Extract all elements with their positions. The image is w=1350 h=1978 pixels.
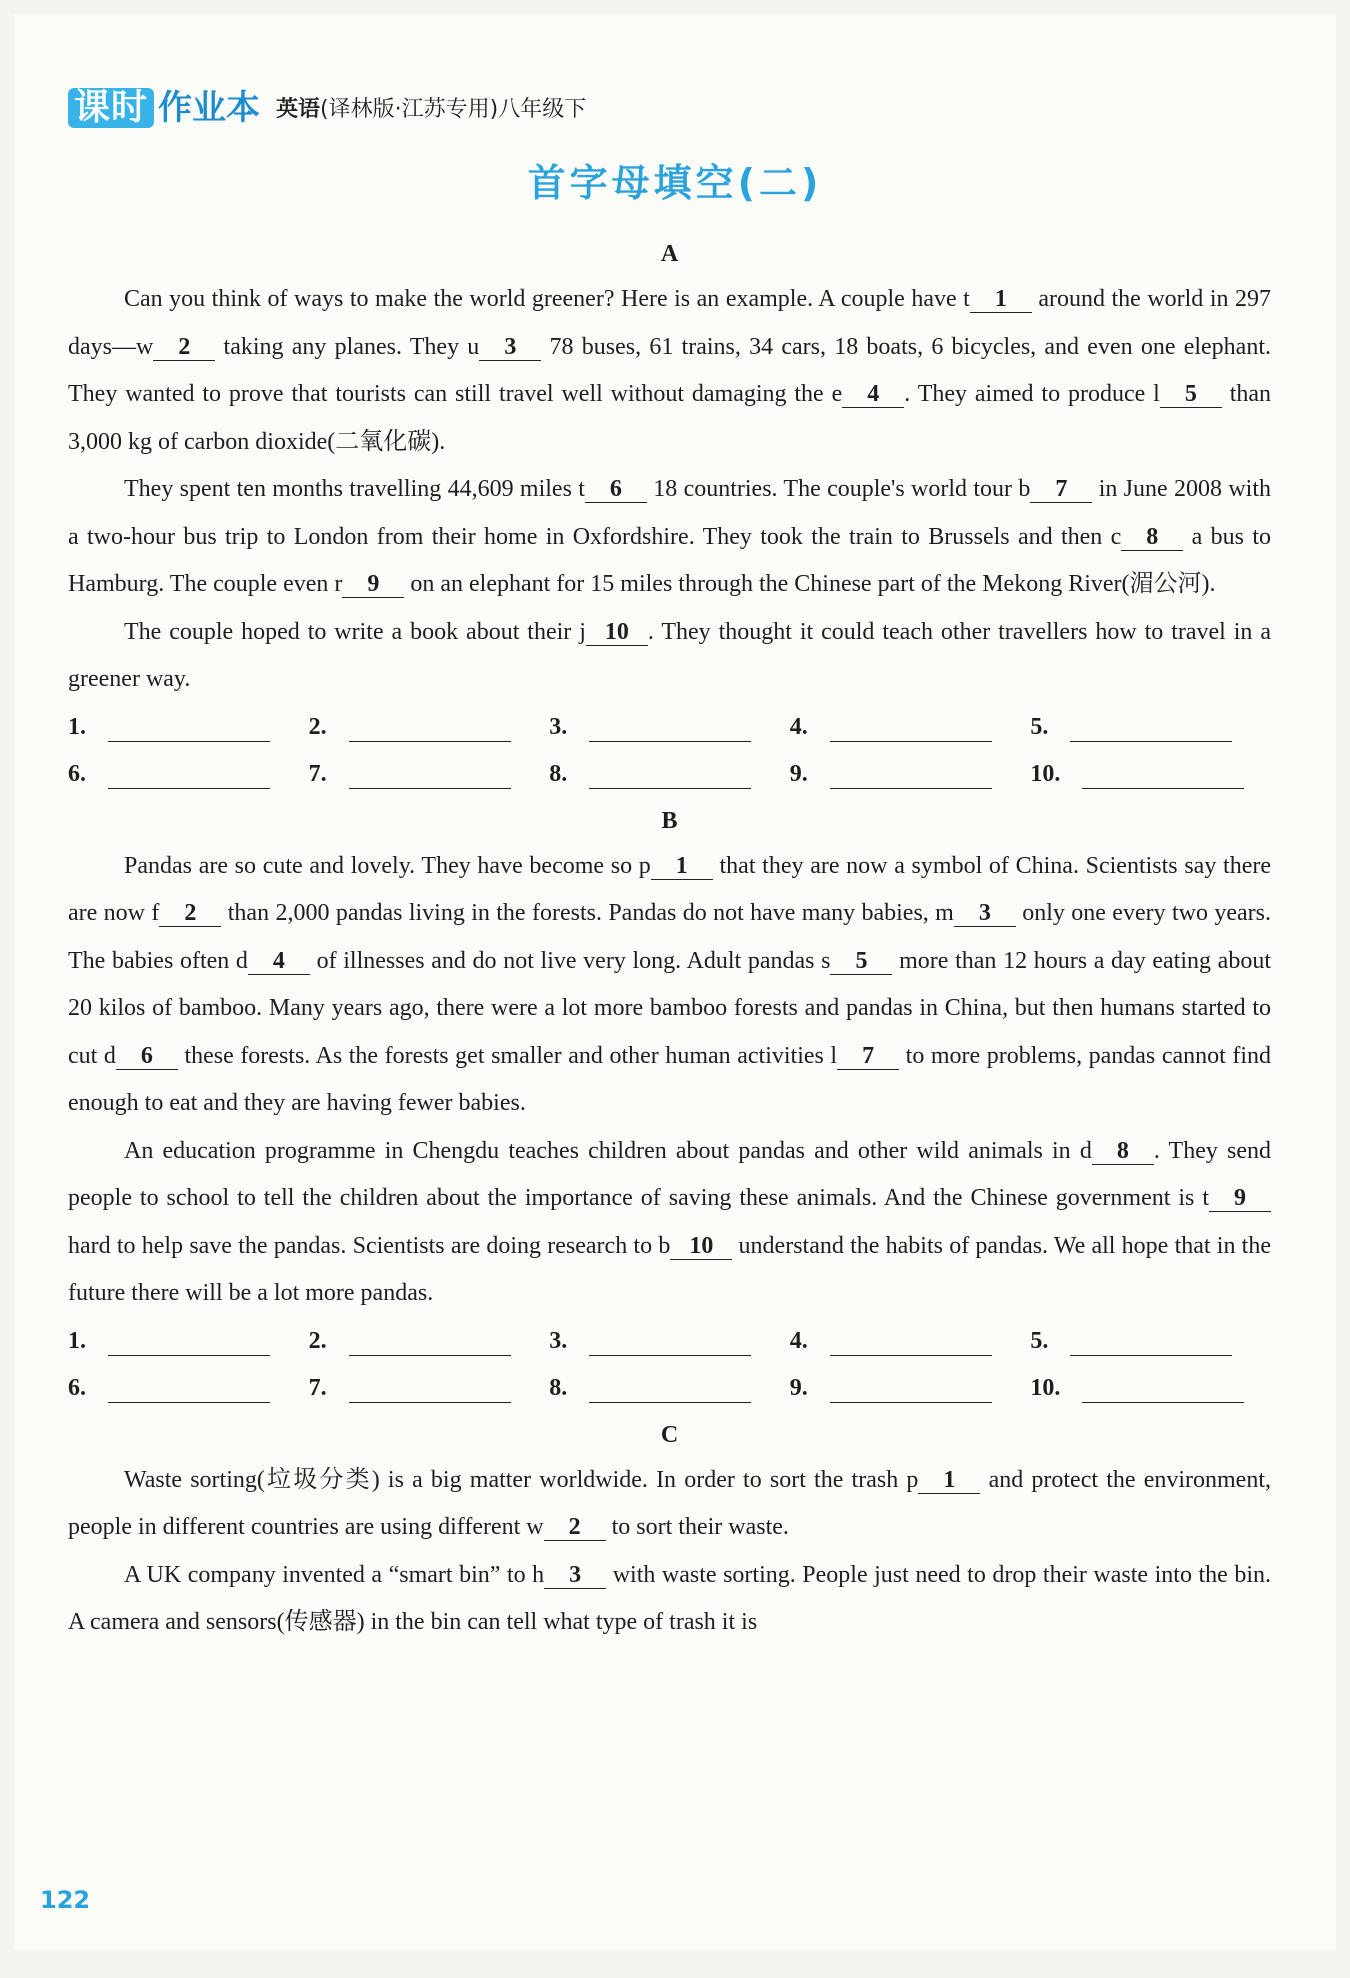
text: An education programme in Chengdu teaches children about pandas and other wild animals in d [124,1137,1092,1164]
answer-line[interactable] [1070,1327,1232,1356]
text: only one every two years. The babies often d [68,900,1271,974]
answer-line[interactable] [108,760,270,789]
answer-slot[interactable] [1030,713,1271,742]
text: more than 12 hours a day eating about 20 kilos of bamboo. Many years ago, there were a lot more bamboo forests and pandas in China, but then humans started to cut d [68,947,1271,1069]
text: and protect the environment, people in different countries are using different w [68,1466,1271,1540]
answer-slot[interactable] [309,760,550,789]
answer-slot[interactable] [549,1374,790,1403]
text: Can you think of ways to make the world greener? Here is an example. A couple have t [124,286,970,312]
answer-line[interactable] [349,1374,511,1403]
answer-line[interactable] [589,1374,751,1403]
text: taking any planes. They u [215,333,480,360]
section-a-paragraph-1 [68,276,1271,466]
text: . They send people to school to tell the children about the importance of saving these animals. And the Chinese government is t [68,1137,1271,1211]
answer-line[interactable] [1070,713,1232,742]
section-a-paragraph-2 [68,466,1271,609]
answer-line[interactable] [589,760,751,789]
text: Pandas are so cute and lovely. They have become so p [124,852,651,879]
answer-number: 5. [1030,1327,1049,1354]
text: They spent ten months travelling 44,609 miles t [124,476,585,502]
answer-number: 2. [308,713,327,740]
blank-b-1[interactable]: 1 [651,853,713,880]
text: to more problems, pandas cannot find enough to eat and they are having fewer babies. [68,1042,1272,1116]
section-b-paragraph-1 [68,843,1271,1128]
page-title: 首字母填空(二) [527,161,823,205]
text: around the world in 297 days—w [68,286,1272,360]
text: a bus to Hamburg. The couple even r [68,523,1271,597]
subject-name: 英语 [276,97,321,122]
answer-line[interactable] [108,713,270,742]
answer-line[interactable] [349,760,511,789]
answer-slot[interactable] [549,760,790,789]
answer-slot[interactable] [790,713,1031,742]
section-c-paragraph-1 [68,1457,1271,1552]
answer-number: 1. [68,1327,86,1354]
answer-row-b-1 [68,1318,1271,1366]
blank-a-1[interactable]: 1 [970,286,1032,313]
answer-number: 10. [1030,1375,1061,1402]
answer-slot[interactable] [309,1374,550,1403]
answer-number: 4. [789,1327,808,1354]
answer-number: 3. [549,713,568,740]
answer-slot[interactable] [790,1327,1031,1356]
section-a-label: A [660,241,679,267]
blank-a-5[interactable]: 5 [1160,381,1222,408]
text: than 2,000 pandas living in the forests. Pandas do not have many babies, m [221,900,954,926]
blank-b-9[interactable]: 9 [1209,1185,1271,1212]
text: understand the habits of pandas. We all hope that in the future there will be a lot more pandas. [68,1232,1272,1306]
answer-row-a-1 [68,704,1271,752]
answer-number: 8. [549,761,568,788]
blank-b-6[interactable]: 6 [116,1043,178,1070]
answer-line[interactable] [1082,1374,1244,1403]
blank-a-6[interactable]: 6 [585,476,647,503]
text: than 3,000 kg of carbon dioxide(二氧化碳). [68,381,1272,455]
section-c-label: C [660,1421,679,1448]
answer-row-a-2 [68,751,1271,799]
text: . They thought it could teach other travellers how to travel in a greener way. [68,618,1271,692]
answer-slot[interactable] [68,1374,309,1403]
blank-b-4[interactable]: 4 [248,948,310,975]
blank-a-7[interactable]: 7 [1030,476,1092,503]
blank-b-10[interactable]: 10 [670,1233,732,1260]
text: Waste sorting(垃圾分类) is a big matter worldwide. In order to sort the trash p [124,1466,919,1493]
blank-a-4[interactable]: 4 [842,381,904,408]
text: . They aimed to produce l [904,381,1160,407]
logo-text: 作业本 [158,88,261,128]
text: hard to help save the pandas. Scientists are doing research to b [68,1232,671,1259]
section-c-paragraph-2 [68,1552,1271,1647]
answer-slot[interactable] [790,1374,1031,1403]
text: The couple hoped to write a book about their j [124,618,586,645]
answer-slot[interactable] [549,713,790,742]
answer-row-b-2 [68,1365,1271,1413]
answer-line[interactable] [1082,760,1244,789]
answer-line[interactable] [589,713,751,742]
subject-edition: (译林版·江苏专用)八年级下 [320,97,587,122]
blank-a-10[interactable]: 10 [586,619,648,646]
blank-b-2[interactable]: 2 [159,900,221,927]
answer-number: 3. [549,1327,568,1354]
header [68,88,586,128]
answer-number: 1. [68,713,86,740]
page [14,14,1336,1950]
answer-line[interactable] [108,1327,270,1356]
answer-line[interactable] [830,713,992,742]
section-a-paragraph-3 [68,609,1271,704]
text: A UK company invented a “smart bin” to h [124,1561,545,1588]
answer-number: 9. [789,761,808,788]
blank-c-1[interactable]: 1 [918,1467,980,1494]
text: in June 2008 with a two-hour bus trip to London from their home in Oxfordshire. They took the train to Brussels and then c [68,476,1272,550]
text: 18 countries. The couple's world tour b [646,476,1031,502]
blank-a-9[interactable]: 9 [342,571,404,598]
answer-slot[interactable] [790,760,1031,789]
answer-line[interactable] [830,760,992,789]
logo-mark: 课时 [68,88,154,128]
answer-line[interactable] [830,1374,992,1403]
page-number: 122 [40,1886,91,1914]
answer-slot[interactable] [68,713,309,742]
answer-slot[interactable] [309,1327,550,1356]
text: 78 buses, 61 trains, 34 cars, 18 boats, 6 bicycles, and even one elephant. They wanted to prove that tourists can still travel well without damaging the e [68,333,1271,407]
answer-line[interactable] [108,1374,270,1403]
blank-b-7[interactable]: 7 [837,1043,899,1070]
answer-line[interactable] [349,713,511,742]
blank-b-3[interactable]: 3 [954,900,1016,927]
blank-b-8[interactable]: 8 [1092,1138,1154,1165]
answer-number: 4. [789,713,808,740]
answer-line[interactable] [589,1327,751,1356]
section-b-paragraph-2 [68,1128,1271,1318]
answer-number: 7. [308,1375,327,1402]
answer-number: 2. [308,1327,327,1354]
blank-c-2[interactable]: 2 [544,1514,606,1541]
answer-number: 6. [68,761,86,788]
blank-a-2[interactable]: 2 [153,334,215,361]
text: that they are now a symbol of China. Scientists say there are now f [68,852,1271,926]
text: these forests. As the forests get smaller and other human activities l [177,1042,838,1069]
answer-number: 9. [789,1375,808,1402]
answer-number: 10. [1030,761,1061,788]
section-b-label: B [661,807,678,834]
text: on an elephant for 15 miles through the Chinese part of the Mekong River(湄公河). [404,571,1216,597]
answer-number: 7. [308,761,327,788]
answer-line[interactable] [830,1327,992,1356]
text: of illnesses and do not live very long. Adult pandas s [309,947,831,974]
answer-number: 6. [68,1375,86,1402]
answer-line[interactable] [349,1327,511,1356]
text: with waste sorting. People just need to drop their waste into the bin. A camera and sensors(传感器) in the bin can tell what type of trash it is [68,1561,1271,1635]
answer-number: 5. [1030,713,1049,740]
answer-number: 8. [549,1375,568,1402]
blank-a-3[interactable]: 3 [479,334,541,361]
answer-slot[interactable] [68,760,309,789]
answer-slot[interactable] [1030,1374,1271,1403]
answer-slot[interactable] [1030,1327,1271,1356]
subject-info [276,92,586,128]
answer-slot[interactable] [68,1327,309,1356]
answer-slot[interactable] [309,713,550,742]
answer-slot[interactable] [1030,760,1271,789]
answer-slot[interactable] [549,1327,790,1356]
book-logo [68,88,260,128]
blank-a-8[interactable]: 8 [1121,524,1183,551]
blank-b-5[interactable]: 5 [830,948,892,975]
content [68,232,1271,1647]
text: to sort their waste. [605,1514,789,1540]
blank-c-3[interactable]: 3 [544,1562,606,1589]
